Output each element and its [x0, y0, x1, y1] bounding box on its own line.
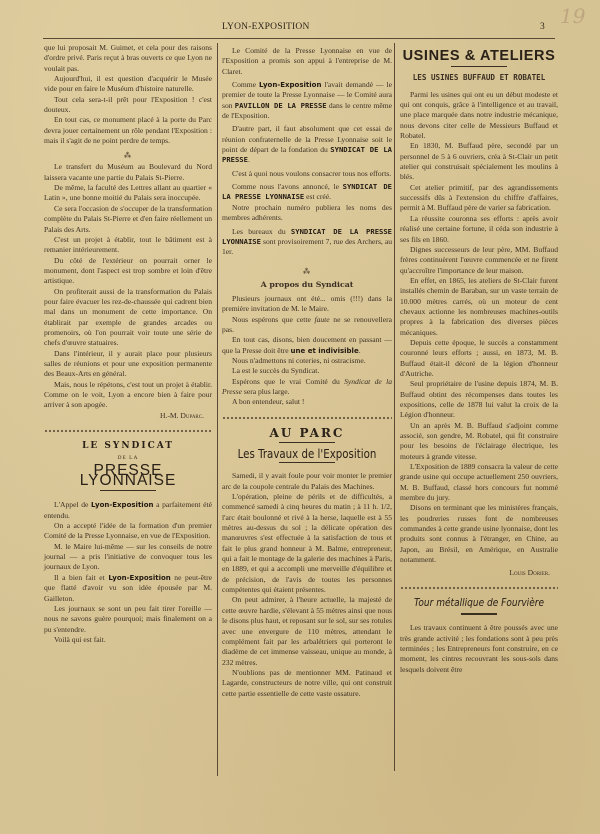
text: ne peut-être que flatté d'avoir vu son idée épousée par M. Gailleton.: [44, 572, 212, 603]
italic-text: Syndicat de la Presse: [222, 376, 392, 396]
paragraph: La est le succès du Syndicat.: [232, 366, 320, 376]
column-divider-2: [394, 43, 395, 771]
bold-text: PAVILLON DE LA PRESSE: [234, 100, 327, 110]
section-subtitle: DE LA: [117, 455, 139, 462]
paragraph: On profiterait aussi de la transformation du Palais pour faire évacuer les rez-de-chaussée qui cadrent bien mal dans un monument de cette importance. On établirait par exemple de grandes arcades ou promenoirs, où l'on pourrait voir toute une série de chefs d'œuvre statuaires.: [44, 286, 212, 348]
text: Il a bien fait et: [54, 572, 109, 582]
handwritten-annotation: 19: [560, 4, 586, 28]
paragraph: De même, la faculté des Lettres allant au quartier « Latin », une bonne moitié du Palais sera inoccupée.: [44, 183, 212, 203]
short-rule: [279, 462, 335, 463]
column-1: [44, 43, 212, 645]
text: Comme: [232, 80, 259, 90]
text: l'avait demandé — le premier de toute la Presse Lyonnaise — le Comité aura son: [222, 80, 392, 110]
paragraph: Samedi, il y avait foule pour voir monter le premier arc de la coupole centrale du Palais des Machines.: [222, 471, 392, 491]
short-rule: [451, 66, 507, 67]
paragraph: L'opération, pleine de périls et de difficultés, a commencé samedi à cinq heures du matin ; à 11 h. 1/2, l'arc était boulonné et rivé à la herse, laquelle est à 55 mètres au-dessus du sol ; la délicate opération des manœuvres s'est effectuée à la satisfaction de tous et fait le plus grand honneur à M. Balme, entrepreneur, qui a fait le montage de la galerie des machines à Paris, en 1889, et qui a accompli une merveille d'équilibre et de précision, de l'avis de toutes les personnes compétentes qui étaient présentes.: [222, 492, 392, 595]
column-2: [222, 43, 392, 699]
paragraph: On peut admirer, à l'heure actuelle, la majesté de cette œuvre hardie, s'élevant à 55 mètres ainsi que nous le disons plus haut, et reposant sur le sol, sur ses rotules avec une envergure de 110 mètres, attendant le complément fait par les arbalétriers qui porteront le diadème de cet immense vaisseau, unique au monde, à 232 mètres.: [222, 595, 392, 667]
running-header: [0, 22, 600, 36]
asterism: ⁂: [303, 267, 311, 276]
paragraph: que lui proposait M. Guimet, et cela pour des raisons d'ordre privé. Paris reçut à bras ouverts ce que Lyon ne voulait pas.: [44, 43, 212, 73]
section-headline: USINES & ATELIERS: [402, 48, 556, 64]
paragraph: [222, 227, 392, 258]
section-subtitle: LES USINES BUFFAUD ET ROBATEL: [412, 73, 546, 83]
paragraph: Plusieurs journaux ont été... omis (!!!) dans la première invitation de M. le Maire.: [222, 293, 392, 314]
text: L'Appel de: [54, 500, 92, 510]
paragraph: En effet, en 1865, les ateliers de St-Clair furent installés chemin de Baraban, sur un vaste terrain de 10.000 mètres carrés, où un moteur de cent chevaux actionne les nombreuses machines-outils propres à la fabrication des diverses pièces mécaniques.: [400, 275, 558, 337]
text: ne se renouvellera pas.: [222, 314, 392, 334]
bold-text: SYNDICAT DE LA PRESSE LYONNAISE: [222, 182, 392, 202]
text: .: [358, 345, 361, 355]
asterism: ⁂: [124, 152, 132, 161]
text: sera plus large.: [241, 386, 290, 396]
text: Nous espérons que cette: [232, 314, 315, 324]
bold-text: Lyon-Exposition: [91, 501, 154, 510]
paragraph: [222, 315, 392, 336]
paragraph: Le transfert du Muséum au Boulevard du Nord laissera vacante une partie du Palais St-Pierre.: [44, 162, 212, 182]
paragraph: Ce sera l'occasion de s'occuper de la transformation complète du Palais St-Pierre et d'en faire réellement un Palais des Arts.: [44, 203, 212, 234]
paragraph: [222, 124, 392, 165]
signature: H.-M. Duparc.: [159, 410, 204, 420]
section-headline: PRESSE LYONNAISE: [79, 461, 177, 490]
paragraph: C'est à quoi nous voulons consacrer tous nos efforts.: [232, 168, 392, 178]
text: dans le centre même de l'Exposition.: [222, 100, 393, 121]
paragraph: Parmi les usines qui ont eu un début modeste et qui ont conquis, grâce à l'intelligence et au travail, une place marquée dans notre industrie mécanique, nous devons citer celle de Messieurs Buffaud et Robatel.: [400, 89, 558, 141]
section-title: LE SYNDICAT: [82, 441, 174, 452]
paragraph: [44, 500, 212, 521]
paragraph: On a accepté l'idée de la formation d'un premier Comité de la Presse Lyonnaise, en vue de l'Exposition.: [44, 521, 212, 541]
paragraph: Tout cela sera-t-il prêt pour l'Exposition ! c'est douteux.: [44, 94, 212, 115]
bold-text: SYNDICAT DE LA PRESSE LYONNAISE: [222, 226, 392, 246]
paragraph: Voilà qui est fait.: [54, 634, 106, 644]
paragraph: Dignes successeurs de leur père, MM. Buffaud frères continuèrent l'œuvre commencée et ne firent qu'accroître l'importance de leur maison.: [400, 244, 558, 275]
text: Espérons que le vrai Comité du: [232, 376, 345, 386]
bold-text: une et indivisible: [290, 346, 359, 355]
paragraph: La réussite couronna ses efforts : après avoir réalisé une certaine fortune, il céda son industrie à ses fils en 1860.: [400, 213, 558, 244]
paragraph: M. le Maire lui-même — sur les conseils de notre journal — a pris l'initiative de convoquer tous les journaux de Lyon.: [44, 541, 212, 572]
paragraph: [222, 182, 392, 203]
paragraph: [44, 573, 212, 604]
section-title: AU PARC: [269, 425, 345, 440]
paragraph: [222, 377, 392, 398]
text: Les bureaux du: [232, 226, 291, 236]
paragraph: Notre prochain numéro publiera les noms des membres adhérents.: [222, 202, 392, 223]
paragraph: En tout cas, ce monument placé à la porte du Parc devra jouer certainement un rôle pendant l'Exposition : mais il s'agit de ne point perdre de temps.: [44, 115, 212, 146]
paragraph: Les travaux continuent à être poussés avec une très grande activité ; les fondations sont à peu près terminées ; les Entrepreneurs font construire, en ce moment, les cintres recouvrant les sous-sols dans lesquels doivent être: [400, 623, 558, 674]
text: Comme nous l'avons annoncé, le: [232, 182, 343, 192]
paragraph: Nous n'admettons ni coteries, ni ostracisme.: [232, 355, 366, 365]
italic-text: faute: [314, 314, 330, 324]
paragraph: A bon entendeur, salut !: [232, 397, 305, 407]
paragraph: L'Exposition de 1889 consacra la valeur de cette grande usine qui occupe actuellement 250 ouvriers, M. B. Buffaud, classé hors concours fut nommé membre du jury.: [400, 462, 558, 503]
paragraph: N'oublions pas de mentionner MM. Patinaud et Lagarde, constructeurs de notre ville, qui ont construit cette partie essentielle de cette vaste ossature.: [222, 667, 392, 698]
page-number: 3: [540, 22, 545, 32]
paragraph: C'est un projet à établir, tout le bâtiment est à remanier intérieurement.: [44, 234, 212, 255]
paragraph: Aujourd'hui, il est question d'acquérir le Musée vide pour en faire le Muséum d'histoire naturelle.: [44, 74, 212, 94]
short-rule: [100, 490, 156, 491]
text: est créé.: [304, 192, 331, 202]
paragraph: [222, 335, 392, 356]
ornamental-rule: [222, 416, 392, 420]
text: En tout cas, disons, bien doucement en passant — que la Presse doit être: [222, 335, 392, 355]
column-3: [400, 43, 558, 675]
paragraph: Les journaux se sont un peu fait tirer l'oreille — nous ne savons guère pourquoi; mais finalement on a pu s'entendre.: [44, 603, 212, 634]
paragraph: Depuis cette époque, le succès a constamment couronné leurs efforts ; aussi, en 1873, M. B. Buffaud était-il décoré de la légion d'honneur d'Autriche.: [400, 337, 558, 378]
header-rule: [43, 38, 555, 39]
paragraph: Seul propriétaire de l'usine depuis 1874, M. B. Buffaud obtint des récompenses dans toutes les expositions, celle de 1878 lui valut la croix de la Légion d'honneur.: [400, 379, 558, 420]
bold-text: SYNDICAT DE LA PRESSE: [222, 145, 392, 165]
section-headline: Les Travaux de l'Exposition: [237, 446, 377, 461]
paragraph: En 1830, M. Buffaud père, secondé par un personnel de 5 à 6 ouvriers, créa à St-Clair un petit atelier qui construisait spécialement les moulins à blés.: [400, 141, 558, 182]
text: .: [247, 155, 250, 165]
bold-text: Lyon-Exposition: [259, 81, 322, 90]
text: D'autre part, il faut absolument que cet essai de réunion confraternelle de la Presse Lyonnaise soit le point de départ de la fondation du: [222, 124, 392, 155]
column-divider-1: [217, 43, 218, 776]
paragraph: [222, 80, 392, 121]
ornamental-rule: [400, 586, 558, 590]
text: a parfaitement été entendu.: [44, 500, 212, 520]
paragraph: Mais, nous le répétons, c'est tout un projet à établir. Comme on le voit, Lyon a encore bien à faire pour arriver à son apogée.: [44, 379, 212, 410]
short-rule: [279, 442, 335, 443]
ornamental-rule: [44, 429, 212, 433]
paragraph: Un an après M. B. Buffaud s'adjoint comme associé, son gendre, M. Robatel, qui fit construire pour les besoins de l'éclairage électrique, les moteurs à grande vitesse.: [400, 420, 558, 461]
section-title: A propos du Syndicat: [260, 279, 354, 289]
short-rule: [461, 613, 497, 615]
paragraph: Cet atelier primitif, par des agrandissements successifs dûs à l'extension du chiffre d'affaires, permit à M. Buffaud père de varier sa fabrication.: [400, 182, 558, 213]
paragraph: Le Comité de la Presse Lyonnaise en vue de l'Exposition a promis son appui à l'entreprise de M. Claret.: [222, 46, 392, 76]
paragraph: Du côté de l'extérieur on pourrait orner le monument, dont l'aspect est trop sombre et loin d'être artistique.: [44, 255, 212, 286]
paragraph: Disons en terminant que les ministères français, les poudreries russes font de nombreuses commandes à cette grande usine lyonnaise, dont les produits sont connus à l'étranger, en Chine, au Japon, au Brésil, en Amérique, en Australie notamment.: [400, 503, 558, 565]
paragraph: Dans l'intérieur, il y aurait place pour plusieurs salles de réunions et pour une exposition permanente des Beaux-Arts en général.: [44, 348, 212, 379]
bold-text: Lyon-Exposition: [108, 573, 171, 582]
section-headline: Tour métallique de Fourvière: [413, 596, 545, 609]
newspaper-title: LYON-EXPOSITION: [222, 22, 310, 32]
signature: Louis Dorier.: [509, 567, 550, 577]
text: sont provisoirement 7, rue des Archers, au 1er.: [222, 236, 392, 257]
